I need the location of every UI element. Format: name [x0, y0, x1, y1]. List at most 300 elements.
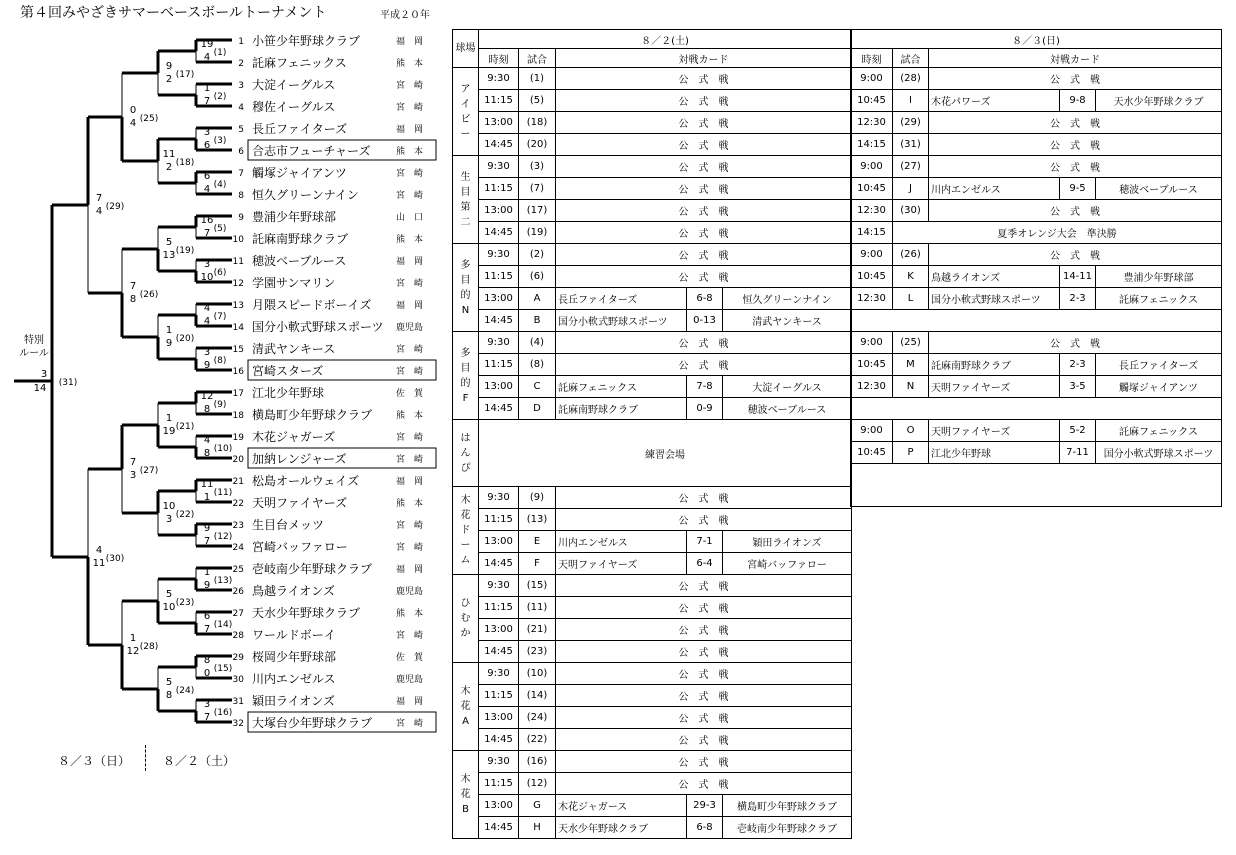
schedule-row — [851, 244, 1222, 266]
time-cell: 11:15 — [479, 266, 519, 288]
card-cell: 公 式 戦 — [929, 134, 1222, 156]
time-cell: 9:30 — [479, 575, 519, 597]
game-cell: (21) — [519, 619, 556, 641]
team-prefecture: 熊 本 — [396, 235, 424, 245]
team-name: 横島町少年野球クラブ — [252, 408, 373, 422]
card-cell: 公 式 戦 — [556, 575, 852, 597]
game-cell: (10) — [519, 663, 556, 685]
venue-name: ア イ ビ ー — [453, 68, 479, 156]
r3-match-score-bot: 4 — [129, 118, 137, 129]
r1-match-id: (5) — [213, 224, 227, 234]
time-cell: 9:30 — [479, 332, 519, 354]
game-cell: (3) — [519, 156, 556, 178]
game-cell: K — [893, 266, 929, 288]
schedule-row — [453, 68, 852, 90]
r3-match-score-top: 0 — [129, 105, 137, 116]
team-prefecture: 宮 崎 — [396, 455, 424, 465]
r1-match-score-bot: 0 — [203, 668, 211, 679]
card-team-1: 川内エンゼルス — [556, 531, 687, 553]
team-prefecture: 山 口 — [396, 213, 424, 223]
schedule-row — [453, 376, 852, 398]
r1-match-score-top: 3 — [203, 259, 211, 270]
r1-match-score-top: 11 — [200, 479, 214, 490]
game-cell: (28) — [893, 68, 929, 90]
team-number: 27 — [232, 609, 244, 619]
team-number: 29 — [232, 653, 244, 663]
final-id: (31) — [58, 378, 78, 388]
r1-match-score-bot: 7 — [203, 96, 211, 107]
r1-match-score-top: 3 — [203, 347, 211, 358]
game-cell: (16) — [519, 751, 556, 773]
team-number: 2 — [238, 59, 244, 69]
time-cell: 14:45 — [479, 134, 519, 156]
card-cell: 公 式 戦 — [929, 332, 1222, 354]
time-cell: 10:45 — [851, 266, 893, 288]
schedule-row — [453, 134, 852, 156]
r3-match-score-top: 7 — [129, 457, 137, 468]
schedule-row — [453, 509, 852, 531]
team-prefecture: 福 岡 — [396, 477, 424, 487]
card-team-2: 穂波ベーブルース — [723, 398, 852, 420]
team-name: 穂波ベーブルース — [252, 254, 347, 268]
schedule-row — [453, 266, 852, 288]
schedule-row — [453, 641, 852, 663]
card-cell: 公 式 戦 — [556, 597, 852, 619]
schedule-row — [851, 90, 1222, 112]
time-cell: 12:30 — [851, 112, 893, 134]
game-cell: D — [519, 398, 556, 420]
card-team-2: 国分小軟式野球スポーツ — [1096, 442, 1222, 464]
time-cell: 13:00 — [479, 288, 519, 310]
r2-match-id: (19) — [175, 246, 195, 256]
game-cell: (30) — [893, 200, 929, 222]
r2-match-score-top: 5 — [165, 589, 173, 600]
card-team-2: 託麻フェニックス — [1096, 420, 1222, 442]
game-cell: (1) — [519, 68, 556, 90]
time-cell: 9:30 — [479, 663, 519, 685]
r1-match-id: (6) — [213, 268, 227, 278]
game-cell: (31) — [893, 134, 929, 156]
r2-match-score-bot: 8 — [165, 690, 173, 701]
time-cell: 11:15 — [479, 597, 519, 619]
card-team-1: 天水少年野球クラブ — [556, 817, 687, 839]
team-name: 川内エンゼルス — [252, 672, 336, 686]
r1-match-score-bot: 4 — [203, 184, 211, 195]
game-cell: B — [519, 310, 556, 332]
card-team-1: 託麻南野球クラブ — [556, 398, 687, 420]
time-cell: 14:45 — [479, 553, 519, 575]
year-label: 平成２０年 — [380, 10, 430, 21]
schedule-row — [453, 597, 852, 619]
card-cell: 公 式 戦 — [929, 68, 1222, 90]
footer-day2: ８／３（日） — [58, 754, 131, 768]
team-number: 9 — [238, 213, 244, 223]
time-cell: 13:00 — [479, 795, 519, 817]
card-score: 0-13 — [687, 310, 723, 332]
team-prefecture: 宮 崎 — [396, 631, 424, 641]
card-cell: 公 式 戦 — [556, 332, 852, 354]
game-cell: (25) — [893, 332, 929, 354]
time-cell: 9:00 — [851, 332, 893, 354]
r2-match-id: (21) — [175, 422, 195, 432]
card-cell: 公 式 戦 — [556, 685, 852, 707]
time-cell: 10:45 — [851, 178, 893, 200]
card-team-1: 江北少年野球 — [929, 442, 1060, 464]
empty-cell — [851, 485, 1222, 507]
team-name: 松島オールウェイズ — [252, 474, 360, 488]
game-cell: (13) — [519, 509, 556, 531]
schedule-row — [453, 200, 852, 222]
r3-match-id: (27) — [139, 466, 159, 476]
game-cell: I — [893, 90, 929, 112]
time-cell: 10:45 — [851, 90, 893, 112]
team-prefecture: 熊 本 — [396, 147, 424, 157]
team-prefecture: 熊 本 — [396, 59, 424, 69]
game-cell: A — [519, 288, 556, 310]
team-name: 長丘ファイターズ — [252, 122, 348, 136]
card-cell: 公 式 戦 — [929, 156, 1222, 178]
time-cell: 9:30 — [479, 156, 519, 178]
team-number: 20 — [232, 455, 244, 465]
team-name: 大塚台少年野球クラブ — [252, 716, 373, 730]
team-name: 鳥越ライオンズ — [252, 584, 335, 598]
card-team-1: 国分小軟式野球スポーツ — [556, 310, 687, 332]
card-cell: 公 式 戦 — [556, 200, 852, 222]
r2-match-score-bot: 19 — [162, 426, 176, 437]
r1-match-score-top: 6 — [203, 611, 211, 622]
time-cell: 9:00 — [851, 68, 893, 90]
game-cell: N — [893, 376, 929, 398]
card-team-1: 川内エンゼルス — [929, 178, 1060, 200]
r1-match-id: (7) — [213, 312, 227, 322]
game-cell: (26) — [893, 244, 929, 266]
schedule-row — [453, 531, 852, 553]
date-header: ８／３(日) — [851, 30, 1222, 49]
team-prefecture: 宮 崎 — [396, 521, 424, 531]
r1-match-score-bot: 9 — [203, 580, 211, 591]
schedule-row — [851, 134, 1222, 156]
card-cell: 公 式 戦 — [556, 156, 852, 178]
schedule-row — [851, 288, 1222, 310]
r1-match-score-bot: 10 — [200, 272, 214, 283]
card-cell: 公 式 戦 — [556, 222, 852, 244]
time-cell: 14:45 — [479, 398, 519, 420]
team-prefecture: 佐 賀 — [396, 653, 424, 663]
schedule-row — [851, 266, 1222, 288]
card-cell: 公 式 戦 — [556, 619, 852, 641]
time-cell: 14:15 — [851, 134, 893, 156]
card-team-2: 壱岐南少年野球クラブ — [723, 817, 852, 839]
card-team-1: 長丘ファイターズ — [556, 288, 687, 310]
team-name: 天明ファイヤーズ — [252, 496, 348, 510]
card-team-1: 天明ファイヤーズ — [929, 420, 1060, 442]
final-score-bot: 14 — [33, 383, 47, 394]
r3-match-score-bot: 8 — [129, 294, 137, 305]
team-name: ワールドボーイ — [252, 628, 336, 642]
card-team-2: 穂波ベーブルース — [1096, 178, 1222, 200]
r1-match-score-top: 3 — [203, 127, 211, 138]
team-number: 13 — [232, 301, 244, 311]
schedule-day2 — [850, 29, 1222, 507]
game-cell: (14) — [519, 685, 556, 707]
team-number: 31 — [232, 697, 244, 707]
team-number: 18 — [232, 411, 244, 421]
time-cell: 14:45 — [479, 222, 519, 244]
card-score: 7-11 — [1060, 442, 1096, 464]
team-number: 7 — [238, 169, 244, 179]
card-cell: 公 式 戦 — [556, 641, 852, 663]
team-prefecture: 鹿児島 — [396, 587, 424, 597]
schedule-row — [453, 729, 852, 751]
card-score: 6-8 — [687, 817, 723, 839]
special-rule-label: ルール — [19, 348, 49, 359]
r1-match-id: (1) — [213, 48, 227, 58]
team-name: 恒久グリーンナイン — [252, 188, 359, 202]
empty-cell — [851, 464, 1222, 486]
card-cell: 公 式 戦 — [556, 729, 852, 751]
team-prefecture: 福 岡 — [396, 301, 424, 311]
r2-match-id: (24) — [175, 686, 195, 696]
team-prefecture: 宮 崎 — [396, 345, 424, 355]
team-number: 14 — [232, 323, 244, 333]
r1-match-score-top: 16 — [200, 215, 214, 226]
schedule-row — [453, 685, 852, 707]
r2-match-score-bot: 3 — [165, 514, 173, 525]
team-prefecture: 鹿児島 — [396, 323, 424, 333]
team-prefecture: 熊 本 — [396, 499, 424, 509]
team-number: 1 — [238, 37, 244, 47]
team-name: 豊浦少年野球部 — [252, 210, 337, 224]
r1-match-id: (9) — [213, 400, 227, 410]
game-cell: (2) — [519, 244, 556, 266]
card-cell: 公 式 戦 — [556, 354, 852, 376]
team-number: 30 — [232, 675, 244, 685]
team-name: 觸塚ジャイアンツ — [252, 166, 347, 180]
team-name: 小笹少年野球クラブ — [252, 34, 361, 48]
team-name: 桜岡少年野球部 — [252, 650, 337, 664]
r1-match-score-top: 1 — [203, 567, 211, 578]
time-cell: 13:00 — [479, 619, 519, 641]
venue-name: 木 花 A — [453, 663, 479, 751]
card-team-2: 長丘ファイターズ — [1096, 354, 1222, 376]
schedule-row — [453, 112, 852, 134]
time-cell: 13:00 — [479, 200, 519, 222]
schedule-row — [453, 398, 852, 420]
schedule-row — [851, 485, 1222, 507]
team-name: 壱岐南少年野球クラブ — [252, 562, 373, 576]
r1-match-id: (3) — [213, 136, 227, 146]
team-name: 宮崎バッファロー — [252, 540, 348, 554]
r4-match-score-top: 4 — [95, 545, 103, 556]
card-cell: 公 式 戦 — [929, 200, 1222, 222]
time-cell: 13:00 — [479, 707, 519, 729]
team-prefecture: 福 岡 — [396, 697, 424, 707]
r2-match-score-top: 5 — [165, 677, 173, 688]
team-number: 10 — [232, 235, 244, 245]
r2-match-id: (20) — [175, 334, 195, 344]
game-cell: M — [893, 354, 929, 376]
team-number: 28 — [232, 631, 244, 641]
schedule-row — [453, 751, 852, 773]
card-team-2: 託麻フェニックス — [1096, 288, 1222, 310]
card-score: 3-5 — [1060, 376, 1096, 398]
time-cell: 12:30 — [851, 200, 893, 222]
card-team-1: 託麻フェニックス — [556, 376, 687, 398]
card-team-2: 宮崎バッファロー — [723, 553, 852, 575]
team-name: 宮崎スターズ — [252, 364, 324, 378]
r1-match-score-bot: 7 — [203, 712, 211, 723]
schedule-row — [851, 376, 1222, 398]
schedule-row — [453, 288, 852, 310]
game-cell: (8) — [519, 354, 556, 376]
schedule-row — [453, 707, 852, 729]
card-cell: 公 式 戦 — [556, 707, 852, 729]
schedule-row — [851, 310, 1222, 332]
r2-match-id: (17) — [175, 70, 195, 80]
team-name: 学園サンマリン — [252, 276, 336, 290]
footer-day1: ８／２（土） — [163, 754, 236, 768]
venue-name: ひ む か — [453, 575, 479, 663]
game-cell: (5) — [519, 90, 556, 112]
game-cell: (11) — [519, 597, 556, 619]
card-cell: 公 式 戦 — [556, 773, 852, 795]
team-name: 託麻フェニックス — [252, 56, 347, 70]
game-cell: (29) — [893, 112, 929, 134]
card-score: 2-3 — [1060, 288, 1096, 310]
card-cell: 公 式 戦 — [556, 134, 852, 156]
game-cell: (9) — [519, 487, 556, 509]
game-cell: P — [893, 442, 929, 464]
game-cell: (4) — [519, 332, 556, 354]
game-cell: (15) — [519, 575, 556, 597]
card-score: 6-8 — [687, 288, 723, 310]
schedule-row — [453, 795, 852, 817]
time-cell: 12:30 — [851, 288, 893, 310]
team-number: 4 — [238, 103, 244, 113]
schedule-row — [851, 442, 1222, 464]
r1-match-score-bot: 4 — [203, 316, 211, 327]
time-cell: 14:45 — [479, 641, 519, 663]
r1-match-id: (10) — [213, 444, 233, 454]
card-score: 14-11 — [1060, 266, 1096, 288]
time-cell: 9:30 — [479, 751, 519, 773]
game-cell: O — [893, 420, 929, 442]
team-name: 加納レンジャーズ — [252, 452, 347, 466]
card-team-2: 恒久グリーンナイン — [723, 288, 852, 310]
card-team-2: 大淀イーグルス — [723, 376, 852, 398]
r2-match-score-top: 10 — [162, 501, 176, 512]
team-number: 5 — [238, 125, 244, 135]
team-prefecture: 宮 崎 — [396, 103, 424, 113]
venue-header: 球場 — [453, 30, 479, 68]
time-cell: 14:45 — [479, 817, 519, 839]
card-team-2: 天水少年野球クラブ — [1096, 90, 1222, 112]
card-cell: 夏季オレンジ大会 準決勝 — [893, 222, 1222, 244]
card-cell: 公 式 戦 — [556, 244, 852, 266]
schedule-row — [851, 354, 1222, 376]
card-cell: 公 式 戦 — [556, 509, 852, 531]
team-prefecture: 佐 賀 — [396, 389, 424, 399]
team-prefecture: 熊 本 — [396, 411, 424, 421]
schedule-row — [453, 575, 852, 597]
date-header: ８／２(土) — [479, 30, 852, 49]
r1-match-id: (13) — [213, 576, 233, 586]
team-prefecture: 宮 崎 — [396, 81, 424, 91]
time-cell: 10:45 — [851, 354, 893, 376]
game-cell: (27) — [893, 156, 929, 178]
r4-match-id: (29) — [105, 202, 125, 212]
game-cell: (18) — [519, 112, 556, 134]
team-name: 江北少年野球 — [252, 386, 325, 400]
r3-match-id: (25) — [139, 114, 159, 124]
r3-match-score-bot: 3 — [129, 470, 137, 481]
r2-match-score-top: 11 — [162, 149, 176, 160]
card-cell: 公 式 戦 — [556, 663, 852, 685]
team-number: 23 — [232, 521, 244, 531]
schedule-row — [453, 663, 852, 685]
schedule-row — [453, 619, 852, 641]
r1-match-score-bot: 7 — [203, 536, 211, 547]
game-header: 試合 — [519, 49, 556, 68]
time-cell: 9:30 — [479, 487, 519, 509]
team-name: 大淀イーグルス — [252, 78, 336, 92]
team-prefecture: 福 岡 — [396, 125, 424, 135]
r1-match-score-bot: 6 — [203, 140, 211, 151]
team-number: 11 — [232, 257, 244, 267]
team-prefecture: 宮 崎 — [396, 367, 424, 377]
card-score: 7-8 — [687, 376, 723, 398]
r1-match-score-top: 19 — [200, 39, 214, 50]
card-score: 29-3 — [687, 795, 723, 817]
venue-name: 生 目 第 二 — [453, 156, 479, 244]
team-name: 託麻南野球クラブ — [252, 232, 349, 246]
team-number: 21 — [232, 477, 244, 487]
schedule-row — [453, 222, 852, 244]
schedule-row — [851, 156, 1222, 178]
page-title: 第４回みやざきサマーベースボールトーナメント — [20, 5, 327, 21]
r2-match-score-top: 1 — [165, 413, 173, 424]
time-cell: 14:45 — [479, 729, 519, 751]
team-number: 16 — [232, 367, 244, 377]
final-score-top: 3 — [40, 369, 48, 380]
time-cell: 9:30 — [479, 68, 519, 90]
r1-match-score-bot: 1 — [203, 492, 211, 503]
r3-match-id: (28) — [139, 642, 159, 652]
schedule-row — [453, 354, 852, 376]
team-number: 19 — [232, 433, 244, 443]
game-cell: F — [519, 553, 556, 575]
card-score: 7-1 — [687, 531, 723, 553]
time-cell: 13:00 — [479, 376, 519, 398]
card-score: 2-3 — [1060, 354, 1096, 376]
schedule-row — [851, 464, 1222, 486]
schedule-row — [453, 487, 852, 509]
team-name: 国分小軟式野球スポーツ — [252, 320, 384, 334]
r1-match-id: (11) — [213, 488, 233, 498]
card-cell: 公 式 戦 — [929, 244, 1222, 266]
team-number: 25 — [232, 565, 244, 575]
team-number: 24 — [232, 543, 244, 553]
card-team-1: 木花ジャガース — [556, 795, 687, 817]
time-header: 時刻 — [851, 49, 893, 68]
team-number: 32 — [232, 719, 244, 729]
team-number: 12 — [232, 279, 244, 289]
r4-match-score-bot: 4 — [95, 206, 103, 217]
team-name: 木花ジャガーズ — [252, 430, 336, 444]
schedule-row — [851, 200, 1222, 222]
schedule-row — [453, 178, 852, 200]
card-score: 0-9 — [687, 398, 723, 420]
